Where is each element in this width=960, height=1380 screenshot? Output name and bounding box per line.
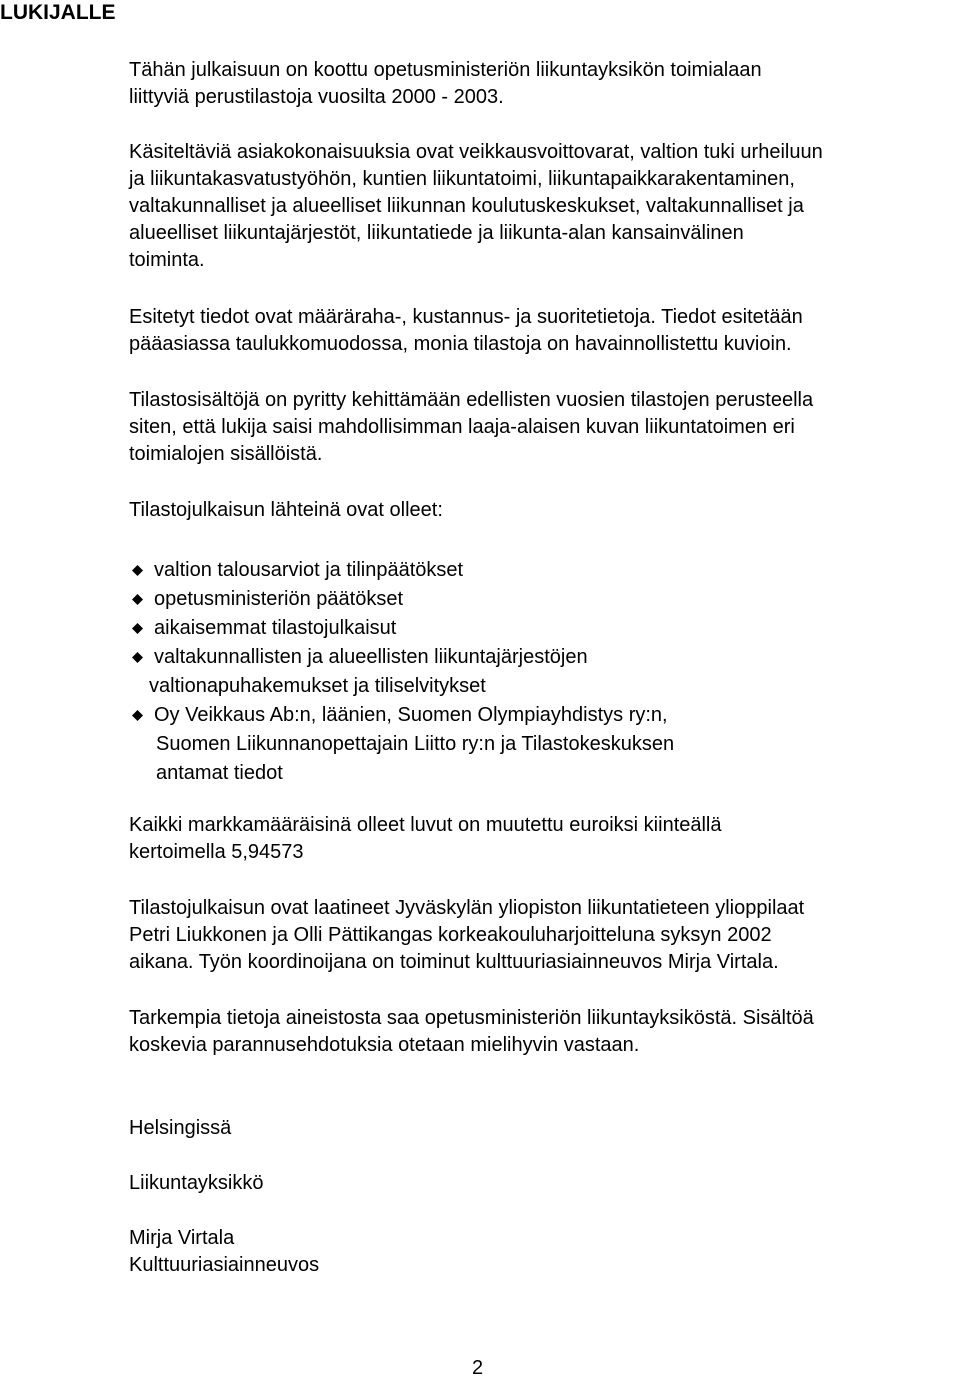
text-line: Helsingissä — [129, 1117, 232, 1139]
text-line: kertoimella 5,94573 — [129, 841, 304, 863]
text-line: Käsiteltäviä asiakokonaisuuksia ovat veikkausvoittovarat, valtion tuki urheiluun — [129, 141, 823, 163]
content-paragraph — [129, 387, 959, 468]
text-line: Petri Liukkonen ja Olli Pättikangas korkeakouluharjoitteluna syksyn 2002 — [129, 924, 772, 946]
list-item-text: valtakunnallisten ja alueellisten liikuntajärjestöjen — [154, 646, 588, 668]
list-item — [129, 643, 959, 672]
diamond-bullet-icon — [132, 710, 143, 721]
text-line: Tilastojulkaisun ovat laatineet Jyväskylän yliopiston liikuntatieteen ylioppilaat — [129, 897, 805, 919]
intro-paragraph — [129, 57, 959, 111]
list-item-text: Suomen Liikunnanopettajain Liitto ry:n ja Tilastokeskuksen — [156, 733, 675, 755]
text-line: Tilastojulkaisun lähteinä ovat olleet: — [129, 499, 443, 521]
currency-paragraph — [129, 812, 959, 866]
signature-title: Kulttuuriasiainneuvos — [129, 1254, 320, 1276]
list-item — [129, 614, 959, 643]
page-number: 2 — [472, 1357, 484, 1379]
list-item-text: antamat tiedot — [156, 762, 283, 784]
list-item-text: valtion talousarviot ja tilinpäätökset — [154, 559, 464, 581]
text-line: alueelliset liikuntajärjestöt, liikuntatiede ja liikunta-alan kansainvälinen — [129, 222, 744, 244]
text-line: siten, että lukija saisi mahdollisimman laaja-alaisen kuvan liikuntatoimen eri — [129, 416, 795, 438]
signature-place — [129, 1115, 959, 1142]
diamond-bullet-icon — [132, 623, 143, 634]
list-item-continuation — [129, 759, 959, 788]
list-item — [129, 556, 959, 585]
text-line: Tähän julkaisuun on koottu opetusministeriön liikuntayksikön toimialaan — [129, 59, 762, 81]
text-line: valtakunnalliset ja alueelliset liikunnan koulutuskeskukset, valtakunnalliset ja — [129, 195, 804, 217]
list-item-text: aikaisemmat tilastojulkaisut — [154, 617, 397, 639]
contact-paragraph — [129, 1005, 959, 1059]
data-types-paragraph — [129, 304, 959, 358]
signature-name: Mirja Virtala — [129, 1227, 235, 1249]
text-line: toiminta. — [129, 249, 205, 271]
text-line: aikana. Työn koordinoijana on toiminut kulttuuriasiainneuvos Mirja Virtala. — [129, 951, 779, 973]
list-item — [129, 701, 959, 730]
sources-list — [129, 556, 959, 788]
list-item — [129, 585, 959, 614]
sources-intro — [129, 497, 959, 524]
text-line: pääasiassa taulukkomuodossa, monia tilastoja on havainnollistettu kuvioin. — [129, 333, 792, 355]
text-line: liittyviä perustilastoja vuosilta 2000 - 2003. — [129, 86, 504, 108]
list-item-text: valtionapuhakemukset ja tiliselvitykset — [149, 675, 486, 697]
list-item-continuation — [129, 730, 959, 759]
signature-unit — [129, 1170, 959, 1197]
list-item-continuation — [129, 672, 959, 701]
signature-block — [129, 1225, 959, 1279]
diamond-bullet-icon — [132, 652, 143, 663]
list-item-text: Oy Veikkaus Ab:n, läänien, Suomen Olympiayhdistys ry:n, — [154, 704, 668, 726]
topics-paragraph — [129, 139, 959, 274]
text-line: ja liikuntakasvatustyöhön, kuntien liikuntatoimi, liikuntapaikkarakentaminen, — [129, 168, 795, 190]
text-line: koskevia parannusehdotuksia otetaan mielihyvin vastaan. — [129, 1034, 640, 1056]
diamond-bullet-icon — [132, 594, 143, 605]
list-item-text: opetusministeriön päätökset — [154, 588, 404, 610]
diamond-bullet-icon — [132, 565, 143, 576]
text-line: Tilastosisältöjä on pyritty kehittämään edellisten vuosien tilastojen perusteella — [129, 389, 814, 411]
authors-paragraph — [129, 895, 959, 976]
text-line: Tarkempia tietoja aineistosta saa opetusministeriön liikuntayksiköstä. Sisältöä — [129, 1007, 814, 1029]
text-line: Esitetyt tiedot ovat määräraha-, kustannus- ja suoritetietoja. Tiedot esitetään — [129, 306, 803, 328]
text-line: Liikuntayksikkö — [129, 1172, 264, 1194]
text-line: Kaikki markkamääräisinä olleet luvut on muutettu euroiksi kiinteällä — [129, 814, 722, 836]
page-heading: LUKIJALLE — [0, 1, 116, 24]
text-line: toimialojen sisällöistä. — [129, 443, 323, 465]
